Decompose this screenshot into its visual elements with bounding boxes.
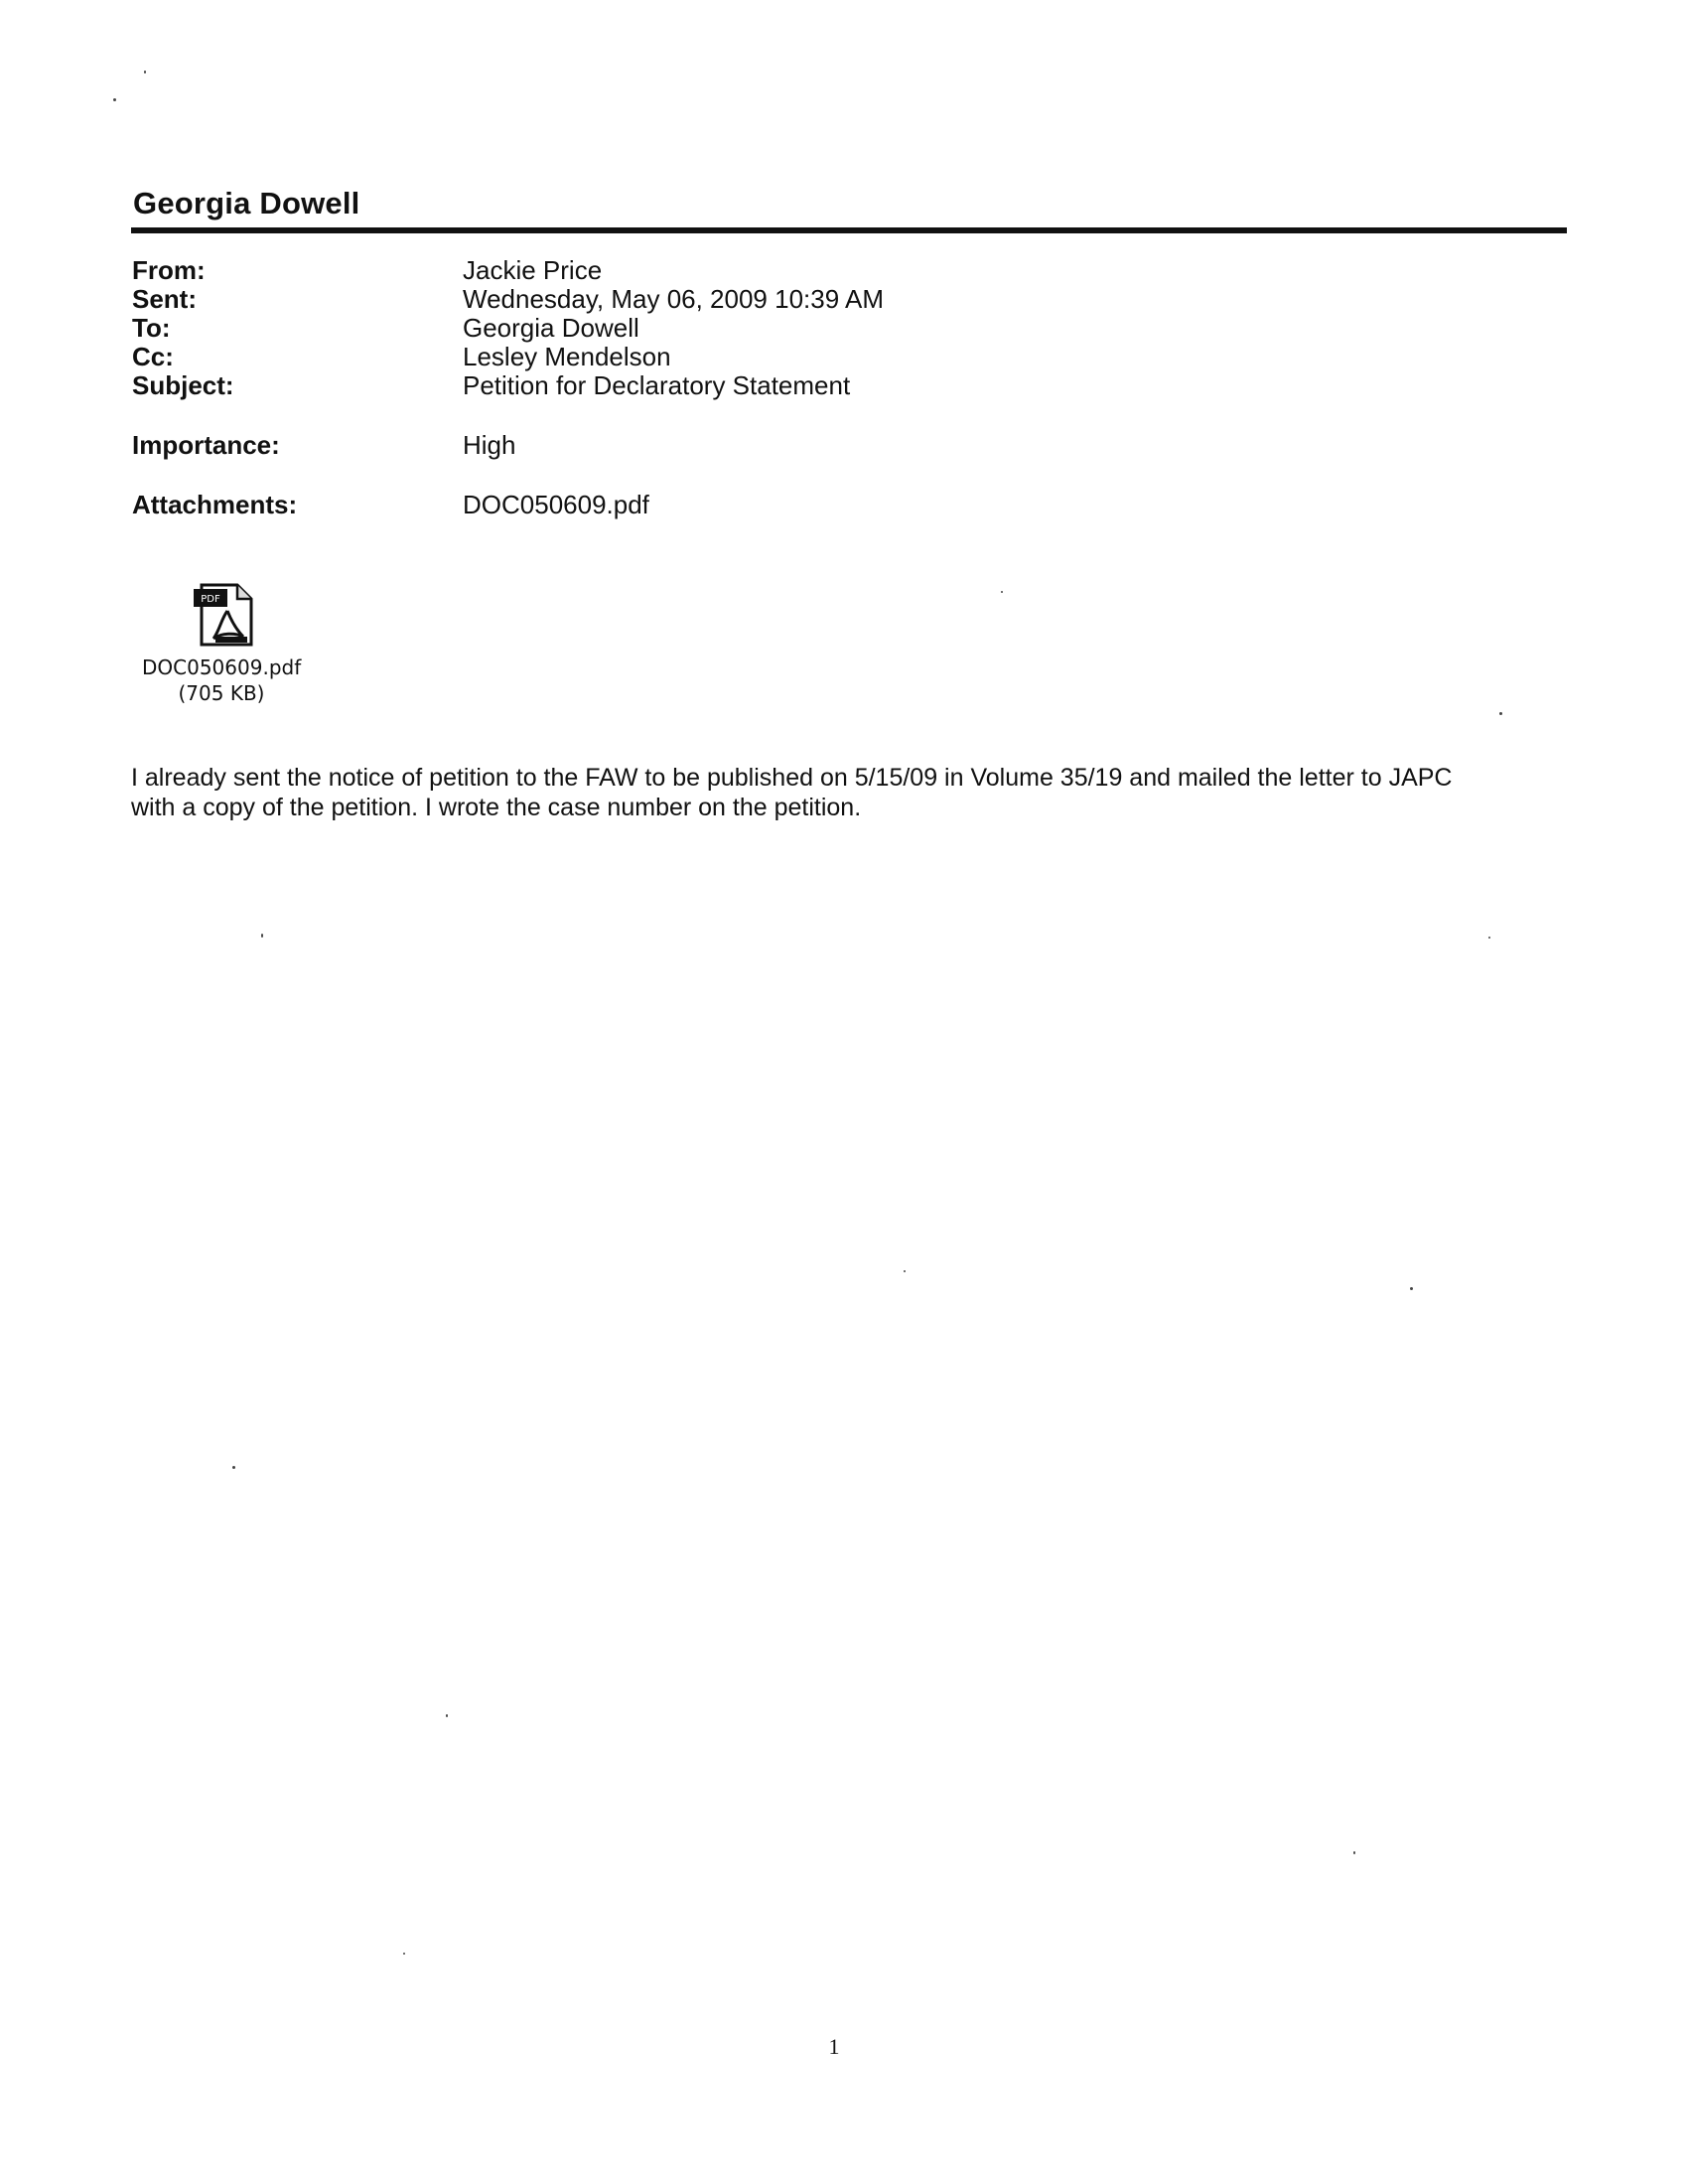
cc-value: Lesley Mendelson	[463, 342, 671, 371]
from-label: From:	[132, 255, 206, 285]
sent-label: Sent:	[132, 284, 197, 314]
attachment-size: (705 KB)	[178, 681, 265, 705]
scan-speck	[904, 1270, 906, 1272]
cc-label: Cc:	[132, 342, 174, 371]
message-body-line: I already sent the notice of petition to the FAW to be published on 5/15/09 in Volume 35/19 and mailed the letter to JAPC	[131, 764, 1453, 792]
subject-value: Petition for Declaratory Statement	[463, 370, 851, 400]
attachments-value: DOC050609.pdf	[463, 490, 649, 519]
scan-speck	[113, 98, 116, 101]
attachment-filename[interactable]: DOC050609.pdf	[142, 655, 302, 679]
sent-value: Wednesday, May 06, 2009 10:39 AM	[463, 284, 884, 314]
header-divider	[131, 227, 1567, 233]
scan-speck	[1488, 937, 1490, 939]
scan-speck	[1353, 1851, 1355, 1854]
message-body-line: with a copy of the petition. I wrote the case number on the petition.	[131, 794, 862, 821]
to-value: Georgia Dowell	[463, 313, 639, 343]
message-body	[131, 763, 1581, 822]
pdf-file-icon[interactable]	[192, 581, 263, 647]
scan-speck	[403, 1953, 405, 1955]
scan-speck	[1499, 712, 1502, 715]
attachments-label: Attachments:	[132, 490, 298, 519]
to-label: To:	[132, 313, 171, 343]
scan-speck	[144, 71, 146, 73]
scan-speck	[1001, 591, 1003, 593]
svg-text:PDF: PDF	[201, 594, 220, 605]
scan-speck	[446, 1714, 448, 1717]
mailbox-owner-name: Georgia Dowell	[133, 186, 360, 220]
subject-label: Subject:	[132, 370, 234, 400]
from-value: Jackie Price	[463, 255, 603, 285]
importance-label: Importance:	[132, 430, 280, 460]
scan-speck	[261, 934, 263, 938]
importance-value: High	[463, 430, 516, 460]
scan-speck	[1410, 1287, 1413, 1290]
scan-speck	[232, 1466, 235, 1469]
page-number: 1	[828, 2034, 840, 2059]
